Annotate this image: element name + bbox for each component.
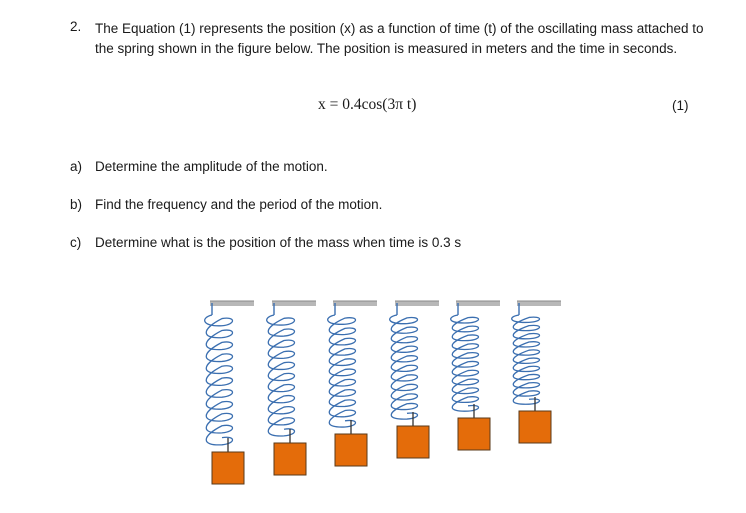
spring-3 <box>328 315 356 427</box>
part-c-label: c) <box>70 235 82 250</box>
part-c-text: Determine what is the position of the mass when time is 0.3 s <box>95 235 462 250</box>
mass-block-4 <box>397 426 429 458</box>
part-b-text: Find the frequency and the period of the motion. <box>95 197 383 212</box>
ceiling-bar-6 <box>517 301 561 306</box>
spring-6 <box>512 315 540 404</box>
spring-2 <box>267 315 295 436</box>
spring-4 <box>390 315 418 419</box>
ceiling-bar-2 <box>272 301 316 306</box>
spring-1 <box>205 315 233 445</box>
ceiling-bar-5 <box>456 301 500 306</box>
part-a-text: Determine the amplitude of the motion. <box>95 159 328 174</box>
equation-number: (1) <box>672 98 689 113</box>
question-text: The Equation (1) represents the position (x) as a function of time (t) of the oscillating mass attached to the spring shown in the figure below. The position is measured in meters and the time in seconds. <box>95 21 704 56</box>
equation: x = 0.4cos(3π t) <box>318 96 417 113</box>
question-number: 2. <box>70 19 82 34</box>
ceiling-bar-1 <box>210 301 254 306</box>
ceiling-bar-4 <box>395 301 439 306</box>
mass-block-2 <box>274 443 306 475</box>
part-b-label: b) <box>70 197 83 212</box>
mass-block-6 <box>519 411 551 443</box>
part-a-label: a) <box>70 159 83 174</box>
mass-block-5 <box>458 418 490 450</box>
mass-block-3 <box>335 434 367 466</box>
spring-5 <box>451 315 479 411</box>
mass-block-1 <box>212 452 244 484</box>
ceiling-bar-3 <box>333 301 377 306</box>
